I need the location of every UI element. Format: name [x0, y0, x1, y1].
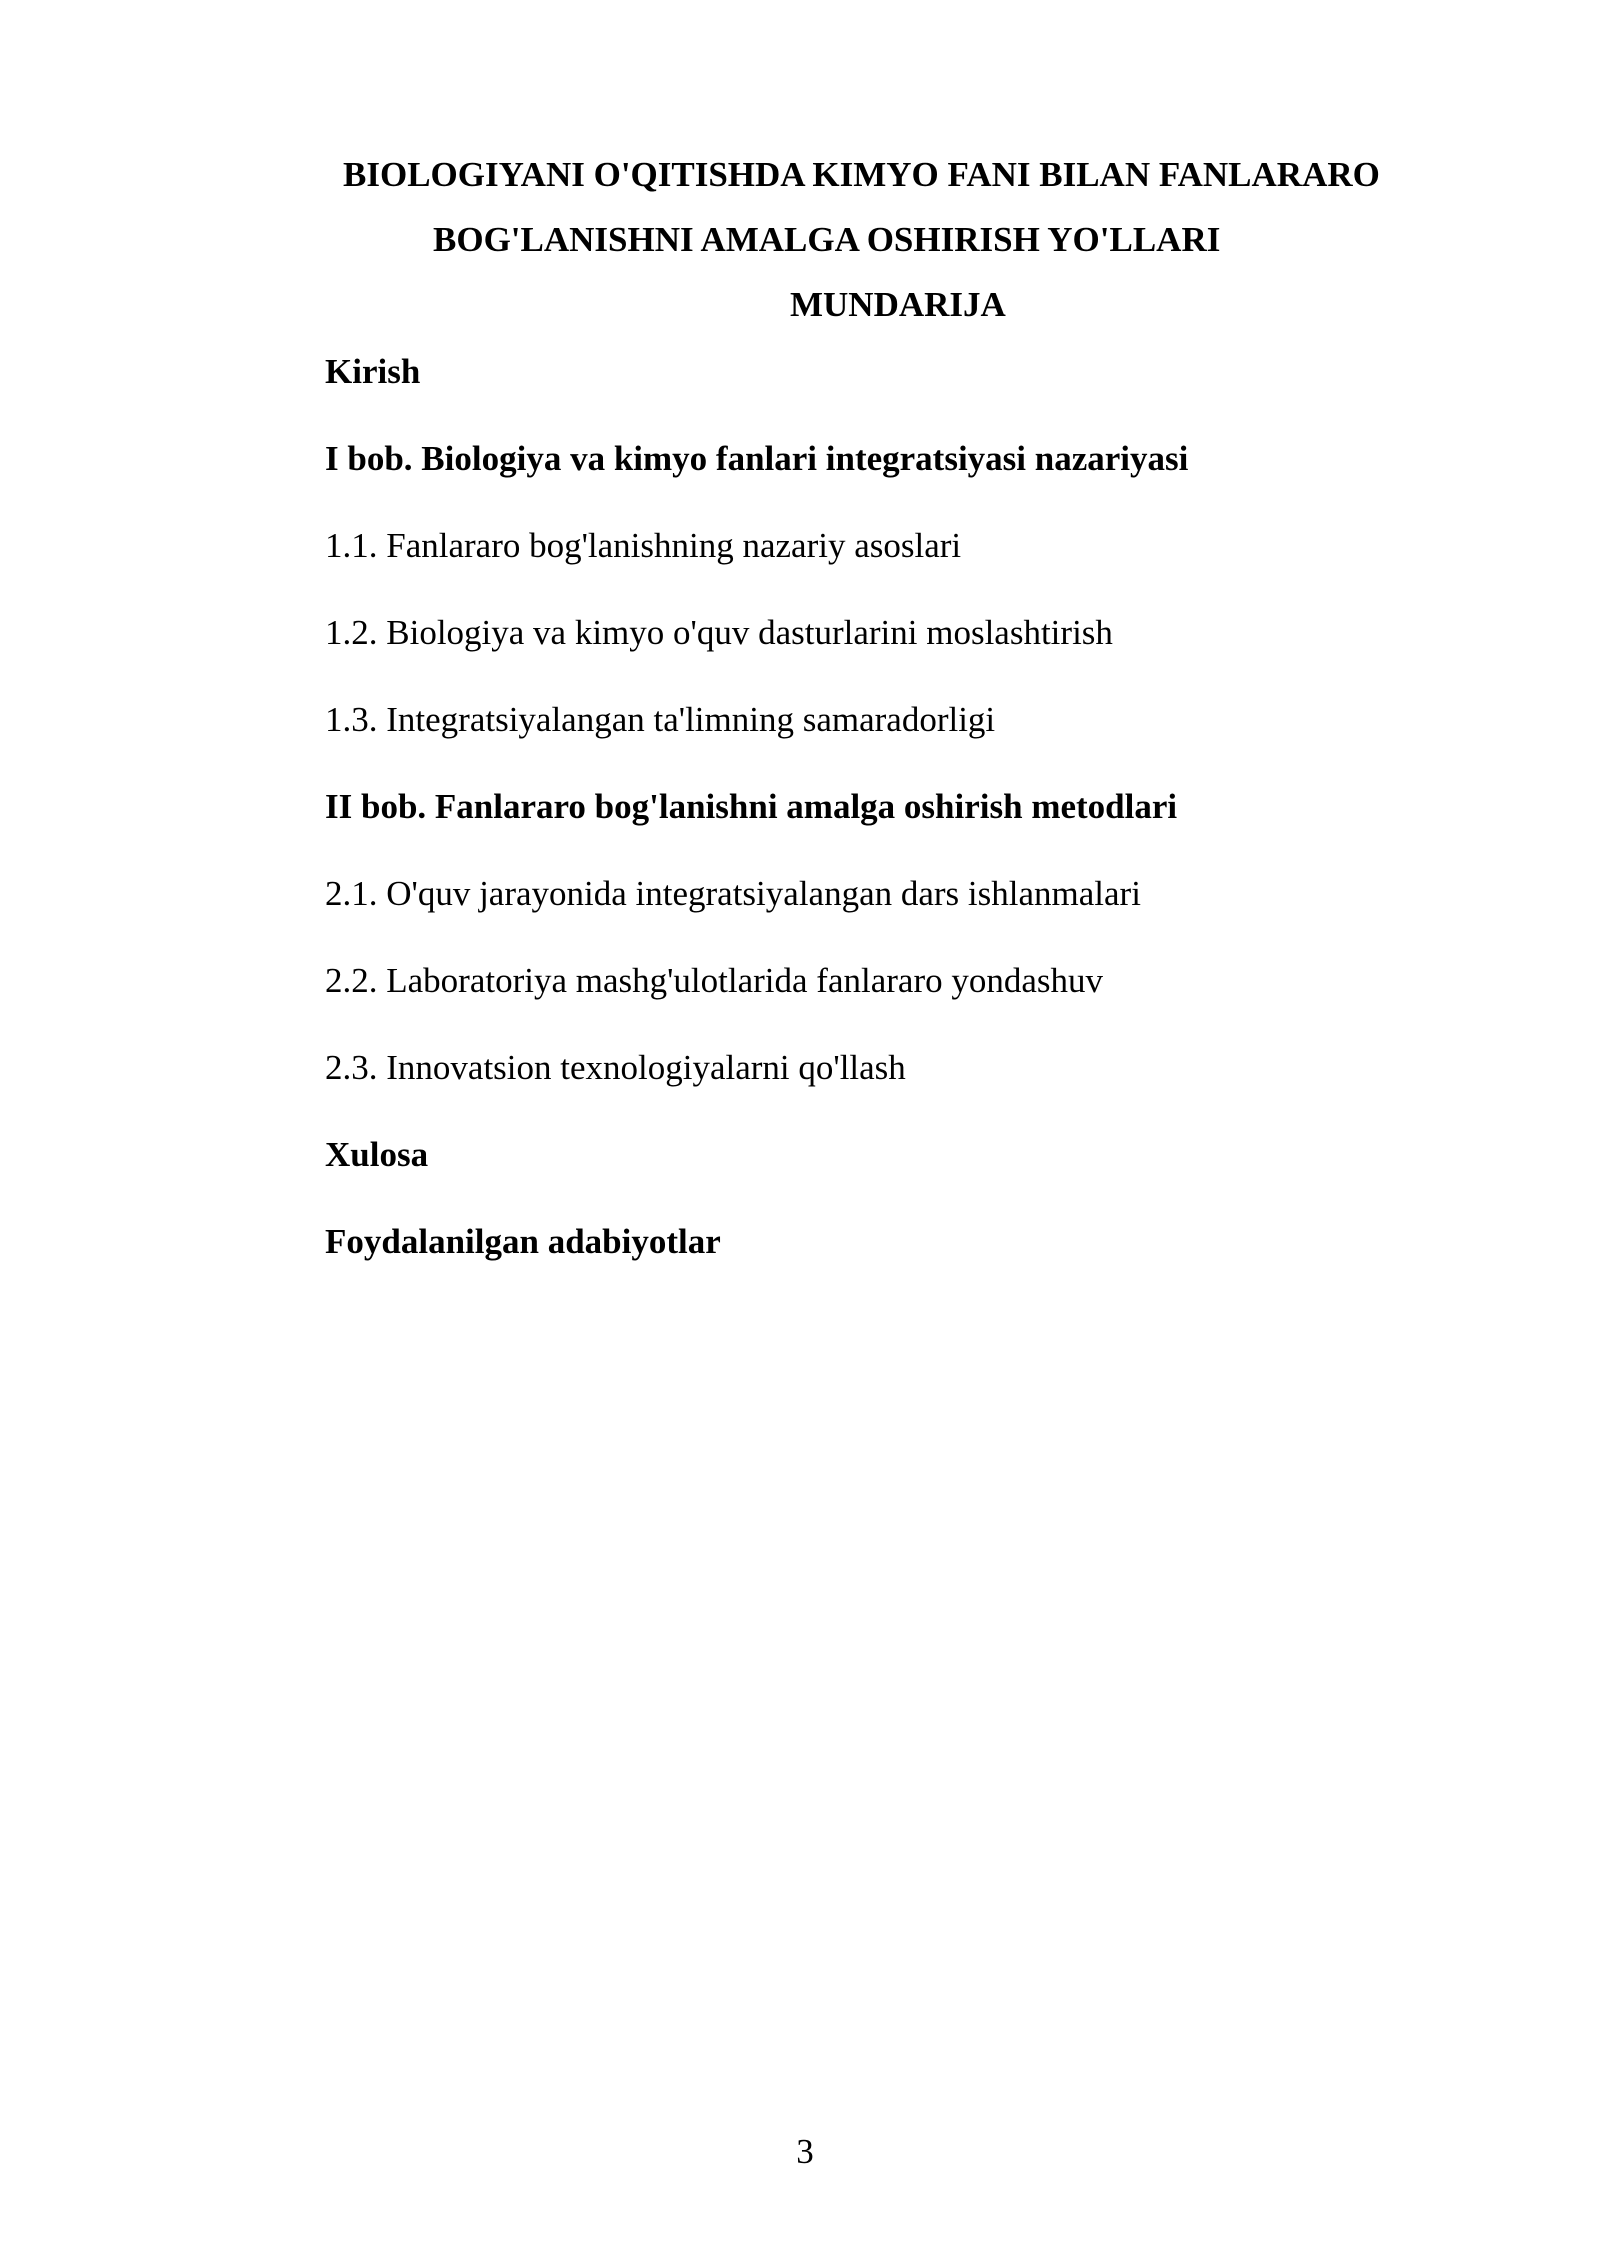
toc-item-2-3: 2.3. Innovatsion texnologiyalarni qo'llash — [325, 1048, 906, 1087]
toc-item-1-3: 1.3. Integratsiyalangan ta'limning samaradorligi — [325, 700, 996, 739]
toc-item-chapter-2: II bob. Fanlararo bog'lanishni amalga oshirish metodlari — [325, 787, 1178, 826]
contents-heading: MUNDARIJA — [790, 285, 1006, 324]
toc-item-references: Foydalanilgan adabiyotlar — [325, 1222, 721, 1261]
page-number: 3 — [796, 2132, 814, 2171]
toc-item-xulosa: Xulosa — [325, 1135, 429, 1174]
toc-item-1-2: 1.2. Biologiya va kimyo o'quv dasturlarini moslashtirish — [325, 613, 1113, 652]
document-title-line-1: BIOLOGIYANI O'QITISHDA KIMYO FANI BILAN FANLARARO — [343, 155, 1380, 194]
toc-item-2-1: 2.1. O'quv jarayonida integratsiyalangan dars ishlanmalari — [325, 874, 1141, 913]
toc-item-chapter-1: I bob. Biologiya va kimyo fanlari integratsiyasi nazariyasi — [325, 439, 1189, 478]
toc-item-kirish: Kirish — [325, 352, 421, 391]
document-title-line-2: BOG'LANISHNI AMALGA OSHIRISH YO'LLARI — [433, 220, 1221, 259]
toc-item-1-1: 1.1. Fanlararo bog'lanishning nazariy asoslari — [325, 526, 962, 565]
toc-item-2-2: 2.2. Laboratoriya mashg'ulotlarida fanlararo yondashuv — [325, 961, 1103, 1000]
